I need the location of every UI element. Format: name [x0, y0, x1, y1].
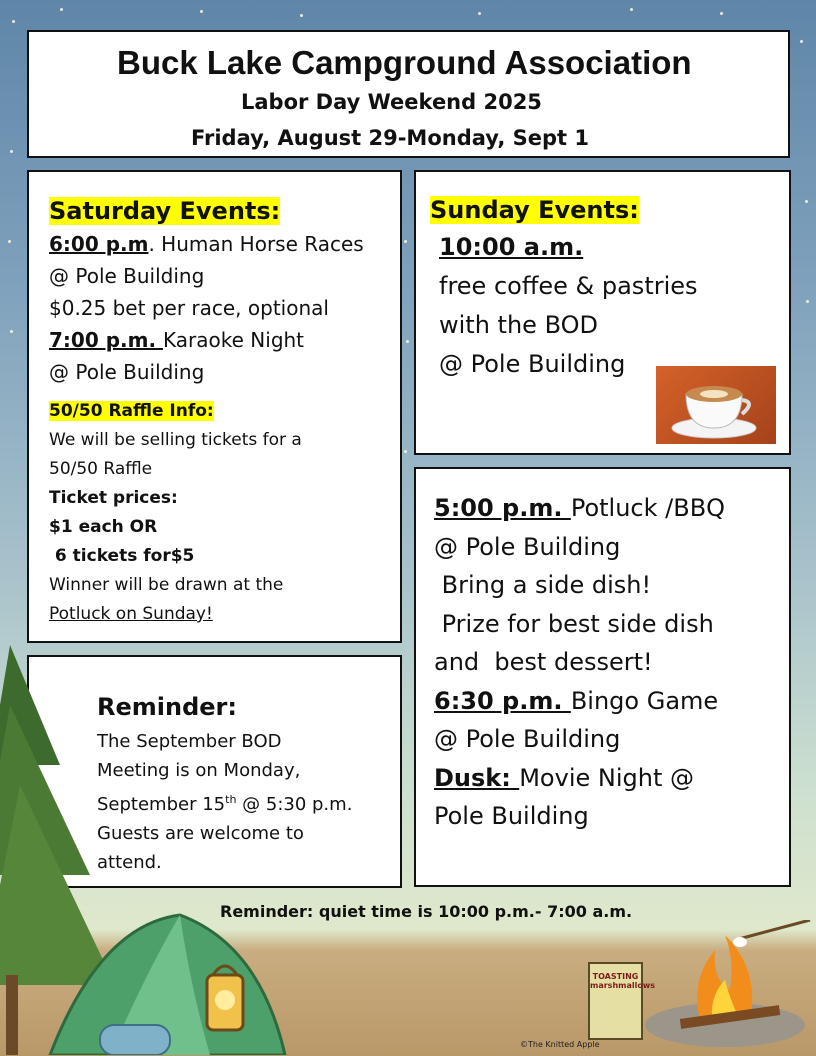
sunday-time: 10:00 a.m. — [439, 233, 584, 261]
event-dates: Friday, August 29-Monday, Sept 1 — [191, 126, 589, 150]
raffle-line: Potluck on Sunday! — [49, 604, 213, 624]
saturday-note-1: $0.25 bet per race, optional — [49, 296, 329, 320]
org-title: Buck Lake Campground Association — [117, 44, 692, 81]
evening-time-3: Dusk: — [434, 763, 520, 792]
marshmallow-can-icon: TOASTING marshmallows — [588, 962, 643, 1040]
quiet-time-reminder: Reminder: quiet time is 10:00 p.m.- 7:00 a.m. — [220, 902, 633, 921]
sunday-line: with the BOD — [439, 311, 598, 339]
reminder-heading: Reminder: — [97, 693, 237, 721]
reminder-line: attend. — [97, 852, 162, 873]
saturday-heading: Saturday Events: — [49, 197, 281, 225]
sunday-line: free coffee & pastries — [439, 272, 698, 300]
header-box — [27, 30, 790, 158]
evening-line: @ Pole Building — [434, 532, 621, 561]
saturday-event-2: Karaoke Night — [163, 328, 305, 352]
evening-line: Pole Building — [434, 802, 589, 830]
evening-time-1: 5:00 p.m. — [434, 494, 571, 522]
saturday-location-2: @ Pole Building — [49, 360, 205, 384]
raffle-heading: 50/50 Raffle Info: — [49, 401, 214, 421]
saturday-location-1: @ Pole Building — [49, 264, 205, 288]
raffle-line: Ticket prices: — [49, 488, 178, 508]
sunday-line: @ Pole Building — [439, 350, 626, 378]
saturday-time-1: 6:00 p.m — [49, 232, 149, 256]
credit-text: ©The Knitted Apple — [520, 1040, 600, 1049]
raffle-line: $1 each OR — [49, 517, 158, 537]
lantern-icon — [195, 955, 255, 1045]
saturday-time-2: 7:00 p.m. — [49, 328, 164, 352]
reminder-line: The September BOD — [97, 731, 282, 752]
raffle-line: 6 tickets for$5 — [49, 546, 195, 566]
sunday-evening-box — [414, 467, 791, 887]
reminder-line: September 15th @ 5:30 p.m. — [97, 793, 353, 815]
evening-event-3: Movie Night @ — [519, 763, 694, 792]
evening-line: @ Pole Building — [434, 725, 621, 753]
evening-line: and best dessert! — [434, 648, 653, 676]
raffle-line: 50/50 Raffle — [49, 459, 153, 479]
evening-event-1: Potluck /BBQ — [570, 494, 726, 522]
reminder-line: Guests are welcome to — [97, 823, 304, 844]
raffle-line: We will be selling tickets for a — [49, 430, 302, 450]
evening-line: Bring a side dish! — [434, 571, 652, 599]
evening-line: Prize for best side dish — [434, 609, 714, 638]
raffle-line: Winner will be drawn at the — [49, 575, 284, 595]
evening-time-2: 6:30 p.m. — [434, 686, 571, 715]
coffee-cup-image — [656, 366, 776, 444]
saturday-events-box: Saturday Events: 6:00 p.m. Human Horse Races @ Pole Building $0.25 bet per race, optional 7:00 p.m. Karaoke Night @ Pole Building 50/50 Raffle Info: We will be selling tickets for a 50/50 Raffle Ticket prices: $1 each OR 6 tickets for$5 Winner will be drawn at the Potluck on Sunday! — [27, 170, 402, 643]
evening-event-2: Bingo Game — [570, 686, 719, 715]
campfire-icon — [640, 920, 816, 1050]
sunday-heading: Sunday Events: — [430, 196, 639, 224]
reminder-line: Meeting is on Monday, — [97, 760, 301, 781]
saturday-event-1: Human Horse Races — [154, 232, 364, 256]
event-title: Labor Day Weekend 2025 — [241, 90, 542, 114]
